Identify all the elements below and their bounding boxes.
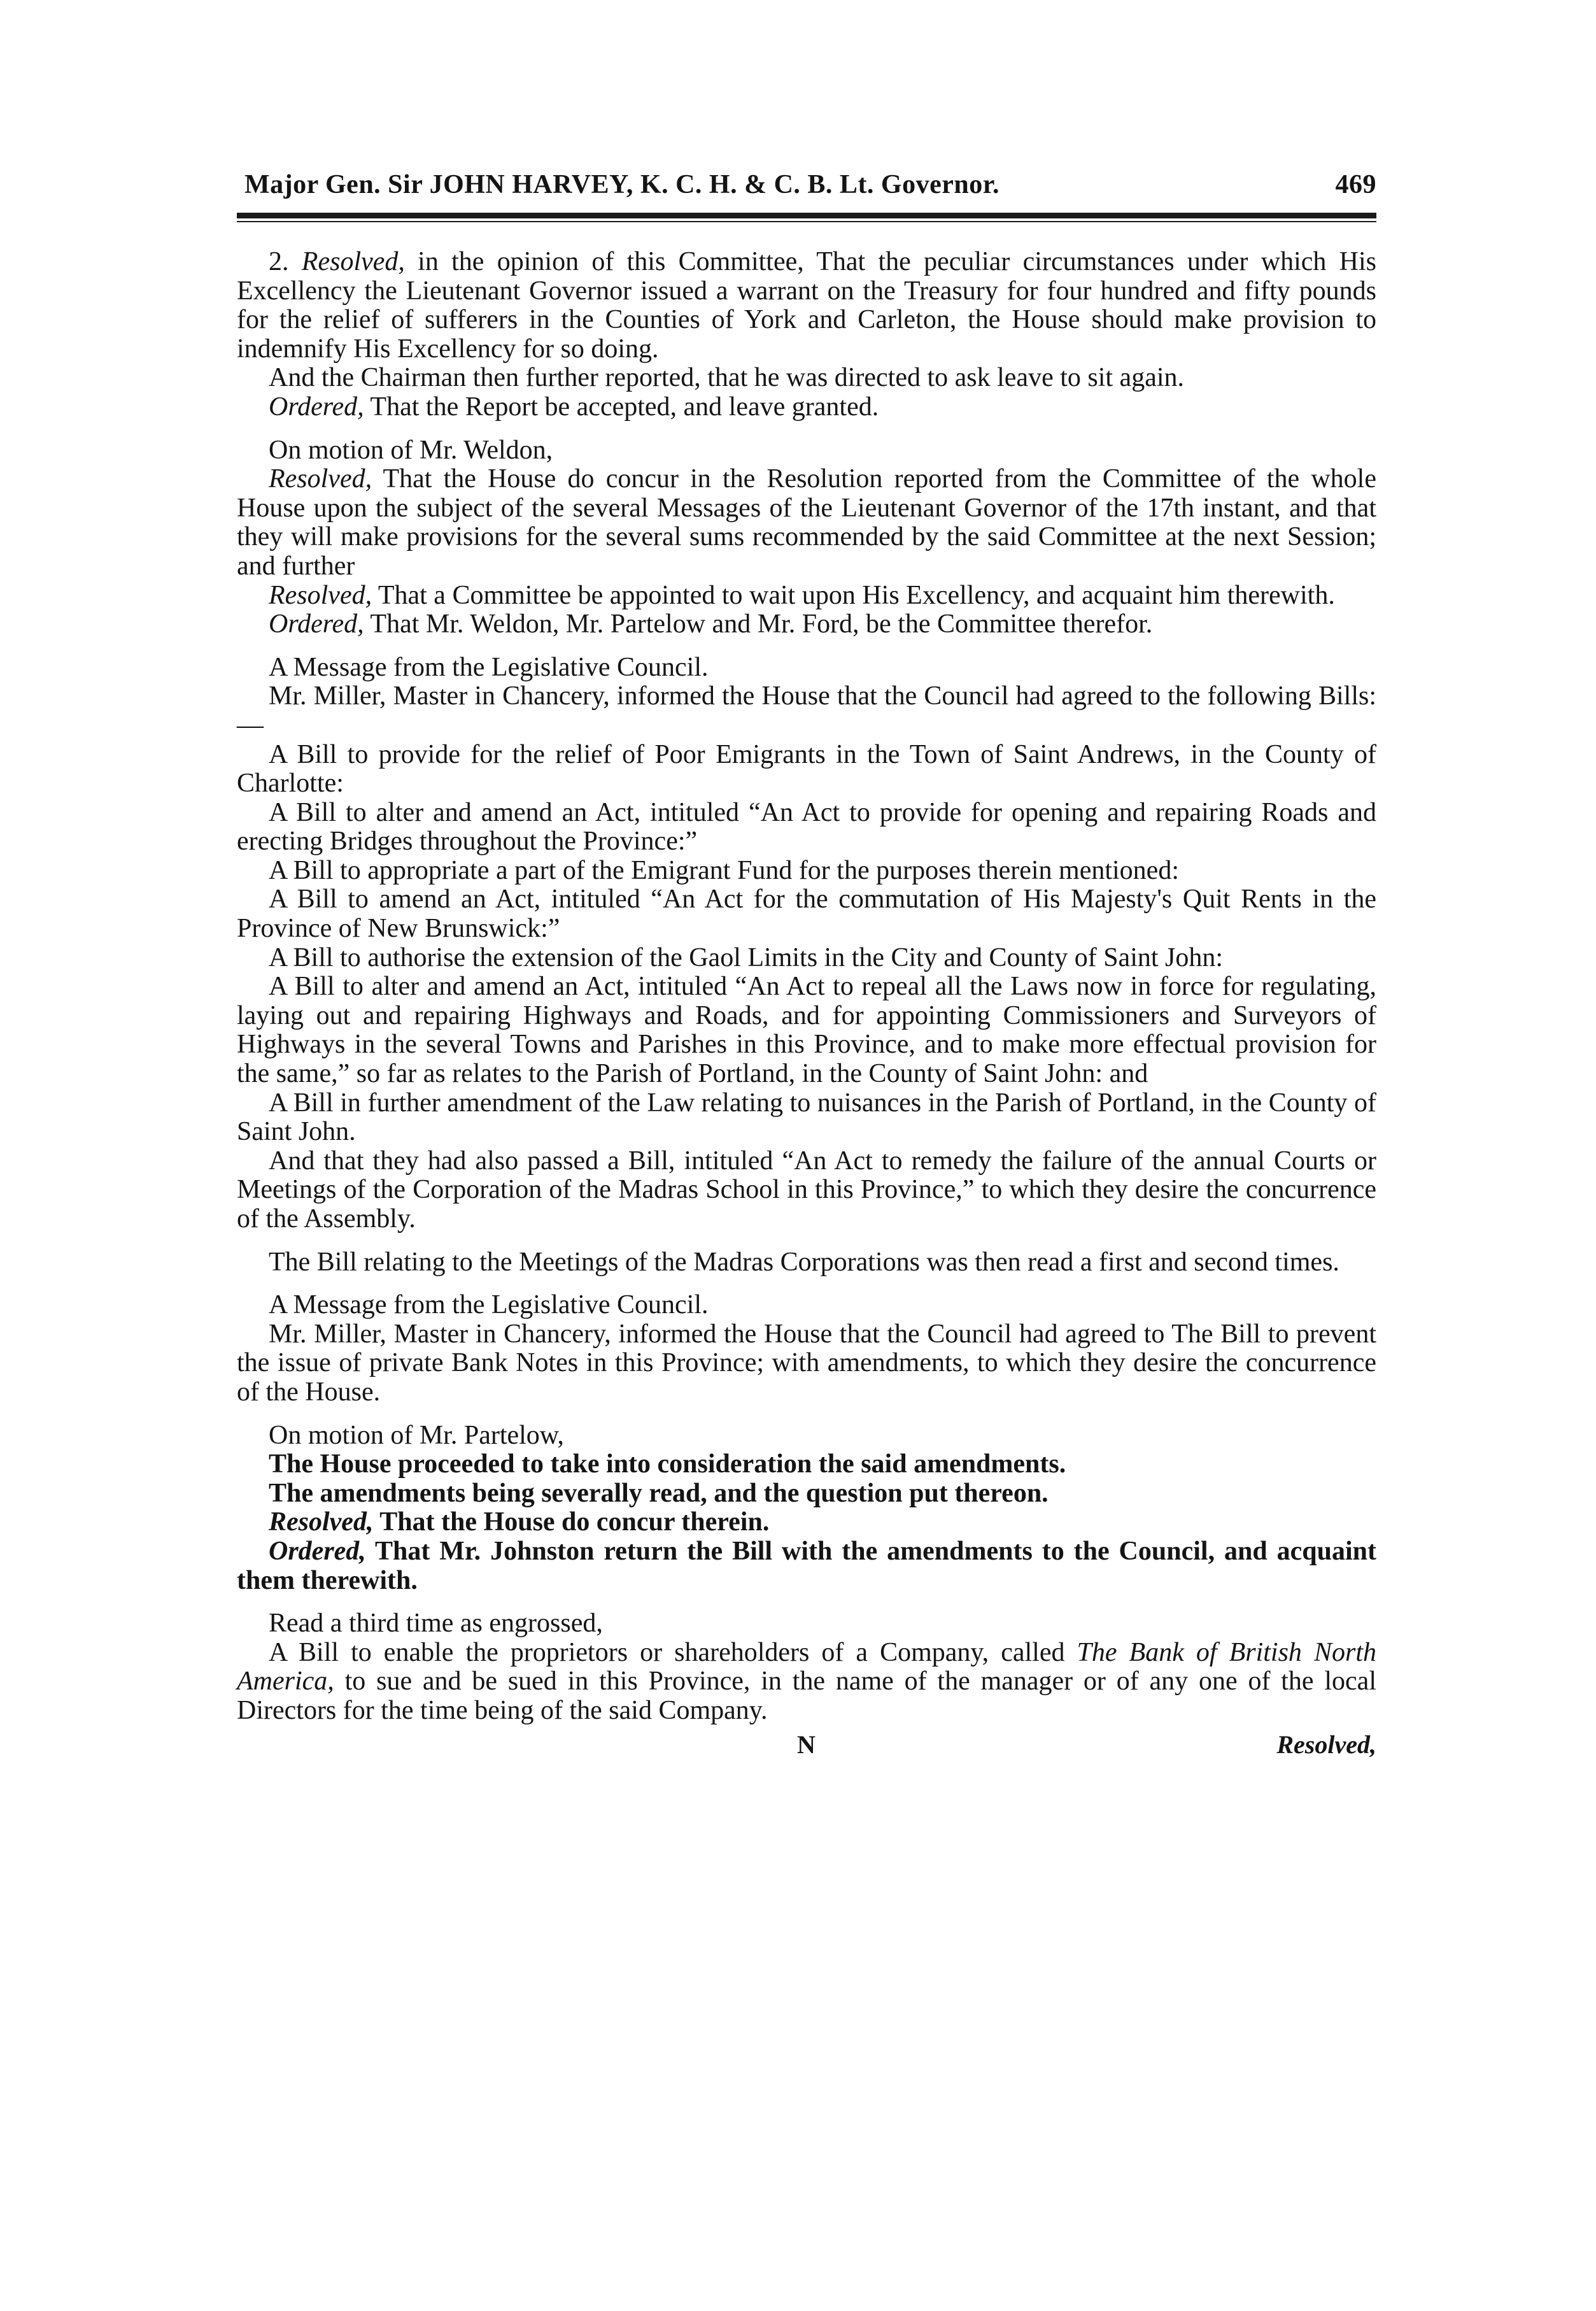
paragraph — [237, 1508, 1376, 1537]
paragraph-text: A Bill to appropriate a part of the Emigrant Fund for the purposes therein mentioned: — [269, 855, 1179, 885]
paragraph — [237, 1147, 1376, 1234]
paragraph — [237, 1537, 1376, 1595]
paragraph-text: A Bill to authorise the extension of the Gaol Limits in the City and County of Saint John: — [269, 942, 1224, 972]
page-footer — [237, 1730, 1376, 1761]
paragraph-text: A Bill in further amendment of the Law relating to nuisances in the Parish of Portland, in the County of Saint John. — [237, 1088, 1376, 1147]
paragraph-keyword: Ordered, — [269, 609, 364, 639]
paragraph-keyword: Resolved, — [301, 247, 405, 276]
paragraph-keyword: Ordered, — [269, 1536, 366, 1566]
paragraph-keyword: Resolved, — [269, 1507, 374, 1537]
paragraph — [237, 653, 1376, 683]
paragraph-text: And that they had also passed a Bill, intituled “An Act to remedy the failure of the annual Courts or Meetings of the Corporation of the Madras School in this Province,” to which they desire the concurrence of the Assembly. — [237, 1146, 1376, 1234]
paragraph — [237, 1089, 1376, 1147]
page-number: 469 — [1335, 170, 1376, 199]
paragraph-text: A Message from the Legislative Council. — [269, 652, 709, 682]
header-rule-thin — [237, 221, 1376, 222]
paragraph — [237, 885, 1376, 943]
paragraph-text: The Bill relating to the Meetings of the Madras Corporations was then read a first and second times. — [269, 1247, 1339, 1277]
paragraph-keyword: Resolved, — [269, 464, 372, 494]
header-rule-thick — [237, 213, 1376, 218]
paragraph — [237, 972, 1376, 1088]
body-text — [237, 248, 1376, 1726]
paragraph — [237, 581, 1376, 611]
paragraph — [237, 1248, 1376, 1277]
paragraph-text: On motion of Mr. Partelow, — [269, 1420, 564, 1450]
paragraph-text-continued: to sue and be sued in this Province, in the name of the manager or of any one of the local Directors for the time being of the said Company. — [237, 1667, 1376, 1725]
paragraph-text: That the House do concur in the Resolution reported from the Committee of the whole House upon the subject of the several Messages of the Lieutenant Governor of the 17th instant, and that they will make provisions for the several sums recommended by the said Committee at the next Session; and further — [237, 464, 1376, 581]
paragraph-text: Read a third time as engrossed, — [269, 1609, 603, 1639]
paragraph-text: On motion of Mr. Weldon, — [269, 435, 553, 465]
paragraph — [237, 364, 1376, 393]
paragraph-number: 2. — [269, 247, 302, 276]
paragraph-text: A Message from the Legislative Council. — [269, 1290, 709, 1320]
paragraph — [237, 1450, 1376, 1479]
paragraph-text: A Bill to enable the proprietors or shareholders of a Company, called — [269, 1637, 1077, 1667]
paragraph-text: That the Report be accepted, and leave granted. — [364, 392, 879, 422]
paragraph — [237, 1421, 1376, 1451]
paragraph-text: And the Chairman then further reported, that he was directed to ask leave to sit again. — [269, 363, 1185, 393]
paragraph-text: That Mr. Johnston return the Bill with the amendments to the Council, and acquaint them therewith. — [237, 1536, 1376, 1595]
catchword: Resolved, — [1276, 1730, 1376, 1759]
paragraph-text: A Bill to provide for the relief of Poor Emigrants in the Town of Saint Andrews, in the County of Charlotte: — [237, 739, 1376, 799]
paragraph — [237, 1291, 1376, 1320]
paragraph — [237, 682, 1376, 740]
paragraph — [237, 248, 1376, 364]
signature-mark: N — [797, 1730, 816, 1759]
paragraph — [237, 741, 1376, 799]
paragraph-text: The amendments being severally read, and the question put thereon. — [269, 1478, 1049, 1508]
paragraph — [237, 1320, 1376, 1407]
paragraph-keyword: Ordered, — [269, 392, 364, 422]
paragraph — [237, 610, 1376, 639]
paragraph-italic-name: The Bank of British North America, — [237, 1637, 1376, 1696]
paragraph-text: Mr. Miller, Master in Chancery, informed the House that the Council had agreed to The Bill to prevent the issue of private Bank Notes in this Province; with amendments, to which they desire the concurrence of the House. — [237, 1319, 1376, 1407]
paragraph-text: That Mr. Weldon, Mr. Partelow and Mr. Ford, be the Committee therefor. — [364, 609, 1153, 639]
paragraph — [237, 857, 1376, 886]
paragraph-text: A Bill to alter and amend an Act, intituled “An Act to repeal all the Laws now in force for regulating, laying out and repairing Highways and Roads, and for appointing Commissioners and Surveyors of Highways in the several Towns and Parishes in this Province, and to make more effectual provision for the same,” so far as relates to the Parish of Portland, in the County of Saint John: and — [237, 972, 1376, 1089]
paragraph — [237, 1609, 1376, 1639]
paragraph — [237, 799, 1376, 857]
paragraph-keyword: Resolved, — [269, 580, 372, 610]
paragraph-text: That a Committee be appointed to wait upon His Excellency, and acquaint him therewith. — [372, 580, 1335, 610]
paragraph-text: That the House do concur therein. — [373, 1507, 770, 1537]
paragraph — [237, 465, 1376, 581]
paragraph-text: Mr. Miller, Master in Chancery, informed the House that the Council had agreed to the following Bills:— — [237, 681, 1376, 740]
header-title: Major Gen. Sir JOHN HARVEY, K. C. H. & C. B. Lt. Governor. — [244, 170, 1000, 199]
paragraph — [237, 1639, 1376, 1726]
paragraph — [237, 1479, 1376, 1509]
paragraph-text: A Bill to alter and amend an Act, intituled “An Act to provide for opening and repairing Roads and erecting Bridges throughout the Province:” — [237, 797, 1376, 857]
paragraph — [237, 436, 1376, 466]
paragraph-text: A Bill to amend an Act, intituled “An Act for the commutation of His Majesty's Quit Rents in the Province of New Brunswick:” — [237, 885, 1376, 944]
page — [237, 167, 1376, 1761]
running-header — [237, 167, 1376, 206]
paragraph-text: The House proceeded to take into consideration the said amendments. — [269, 1449, 1066, 1479]
paragraph-text: in the opinion of this Committee, That the peculiar circumstances under which His Excellency the Lieutenant Governor issued a warrant on the Treasury for four hundred and fifty pounds for the relief of sufferers in the Counties of York and Carleton, the House should make provision to indemnify His Excellency for so doing. — [237, 247, 1377, 364]
paragraph — [237, 393, 1376, 422]
paragraph — [237, 944, 1376, 973]
